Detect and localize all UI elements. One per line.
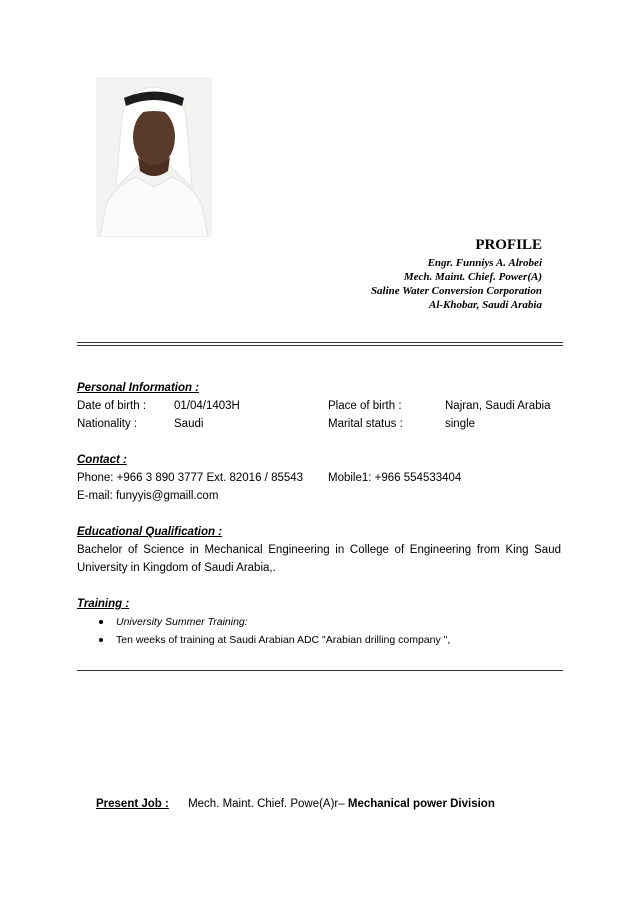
dob-label: Date of birth : (77, 400, 147, 412)
personal-heading: Personal Information : (77, 382, 200, 394)
present-job-title: Mech. Maint. Chief. Powe(A)r– (188, 798, 345, 810)
header-divider (77, 342, 563, 346)
present-job (96, 795, 495, 813)
resume-content (77, 379, 561, 649)
pob-value: Najran, Saudi Arabia (445, 400, 551, 412)
bullet-icon (99, 620, 103, 624)
contact-heading: Contact : (77, 454, 127, 466)
training-heading: Training : (77, 598, 130, 610)
training-item-1: University Summer Training: (116, 616, 248, 628)
profile-title: PROFILE (475, 237, 542, 253)
profile-location: Al-Khobar, Saudi Arabia (429, 299, 542, 311)
education-heading: Educational Qualification : (77, 526, 223, 538)
personal-row-1 (77, 397, 561, 415)
profile-position: Mech. Maint. Chief. Power(A) (403, 271, 542, 283)
phone-text: Phone: +966 3 890 3777 Ext. 82016 / 85543 (77, 472, 304, 484)
nationality-value: Saudi (174, 418, 204, 430)
list-item (77, 631, 561, 649)
mobile-text: Mobile1: +966 554533404 (328, 472, 462, 484)
pob-label: Place of birth : (328, 400, 402, 412)
marital-value: single (445, 418, 476, 430)
profile-header (371, 236, 542, 312)
present-job-division: Mechanical power Division (347, 798, 495, 810)
nationality-label: Nationality : (77, 418, 138, 430)
profile-name: Engr. Funniys A. Alrobei (427, 257, 542, 269)
profile-photo (96, 77, 212, 237)
list-item (77, 613, 561, 631)
personal-row-2 (77, 415, 561, 433)
person-photo-icon (96, 77, 212, 237)
training-item-2: Ten weeks of training at Saudi Arabian ADC "Arabian drilling company ", (116, 634, 451, 646)
email-text: E-mail: funyyis@gmaill.com (77, 490, 219, 502)
profile-organization: Saline Water Conversion Corporation (370, 285, 542, 297)
section-divider (77, 670, 563, 671)
contact-row (77, 469, 561, 487)
bullet-icon (99, 638, 103, 642)
present-job-label: Present Job : (96, 798, 169, 810)
training-list (77, 613, 561, 649)
dob-value: 01/04/1403H (174, 400, 240, 412)
education-text: Bachelor of Science in Mechanical Engineering in College of Engineering from King Saud University in Kingdom of Saudi Arabia,. (77, 544, 561, 574)
marital-label: Marital status : (328, 418, 403, 430)
